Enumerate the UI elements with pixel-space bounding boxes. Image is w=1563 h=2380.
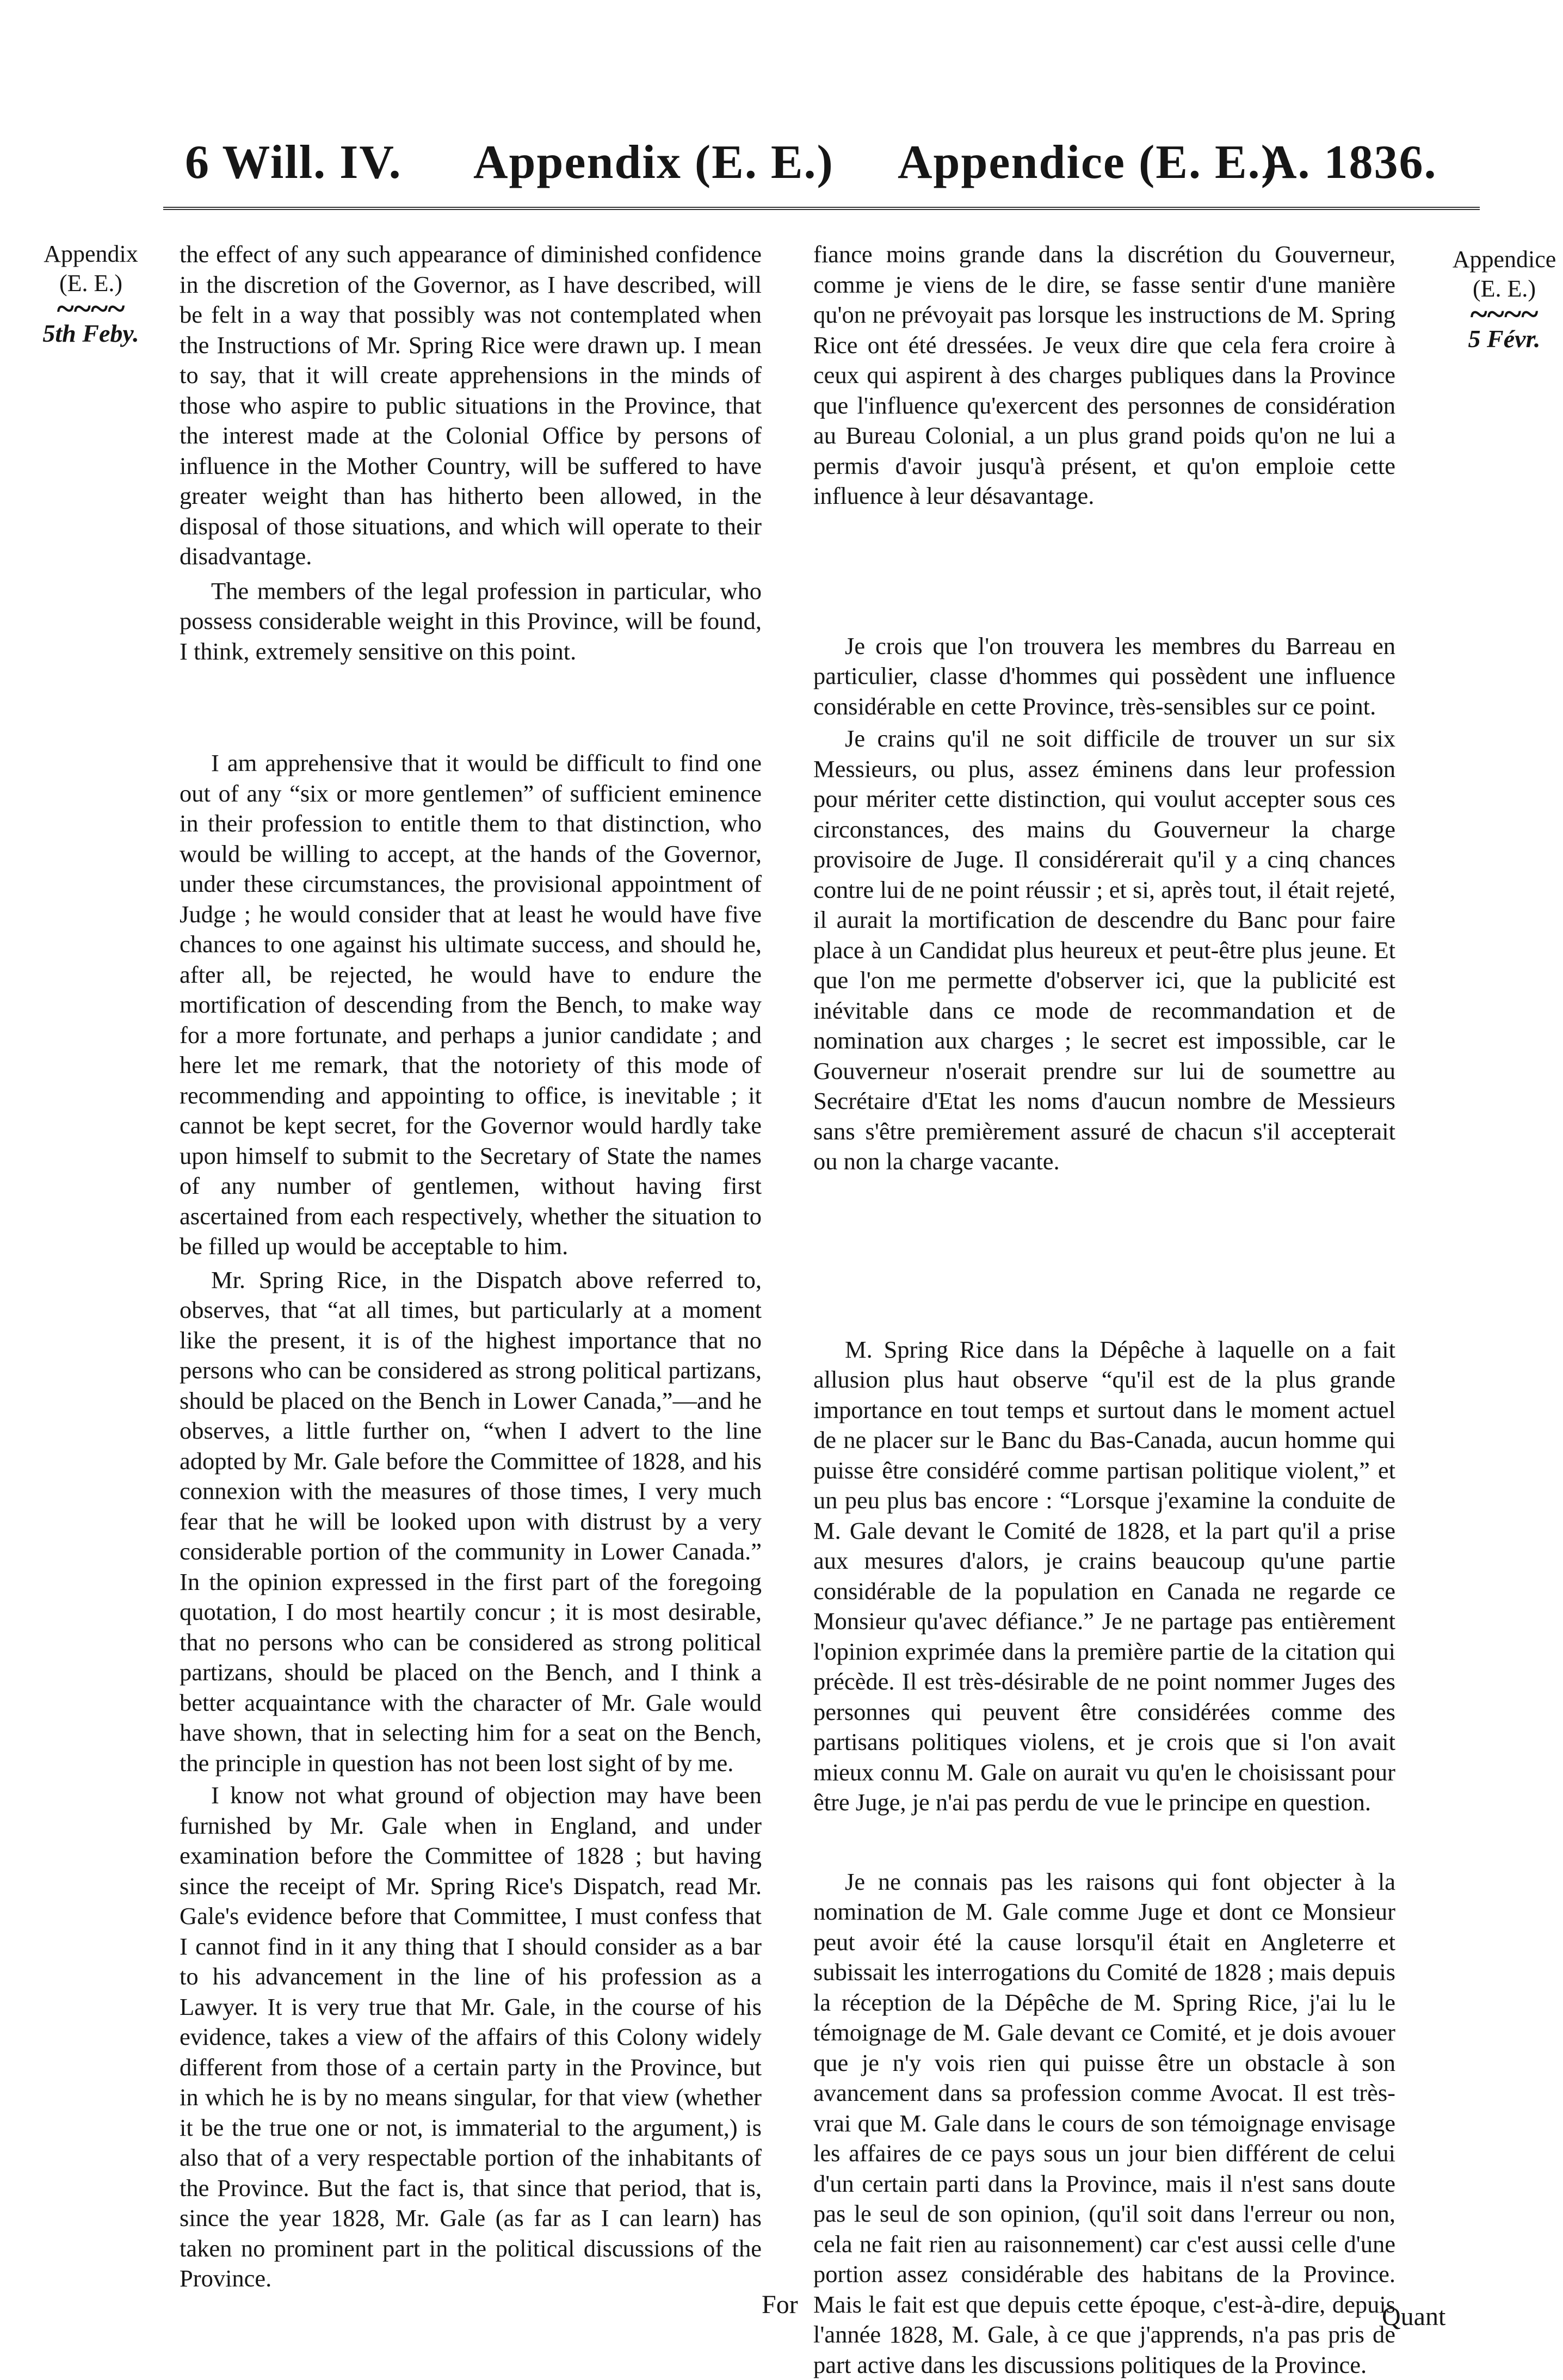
margin-note-right	[1447, 245, 1561, 354]
margin-left-sub: (E. E.)	[34, 269, 148, 298]
margin-right-tilde: ~~~~	[1447, 304, 1561, 324]
catchword-french: Quant	[1382, 2302, 1445, 2332]
french-paragraph: M. Spring Rice dans la Dépêche à laquelle on a fait allusion plus haut observe “qu'il est de la plus grande importance en tout temps et surtout dans le moment actuel de ne placer sur le Banc du Bas-Canada, aucun homme qui puisse être considéré comme partisan politique violent,” et un peu plus bas encore : “Lorsque j'examine la conduite de M. Gale devant le Comité de 1828, et la part qu'il a prise aux mesures d'alors, je crains beaucoup qu'une partie considérable de la population en Canada ne regarde ce Monsieur qu'avec défiance.” Je ne partage pas entièrement l'opinion exprimée dans la première partie de la citation qui précède. Il est très-désirable de ne point nommer Juges des personnes qui peuvent être considérées comme des partisans politiques violens, et je crois que si l'on avait mieux connu M. Gale on aurait vu qu'en le choisissant pour être Juge, je n'ai pas perdu de vue le principe en question.	[813, 1335, 1395, 1818]
french-paragraph: Je crains qu'il ne soit difficile de trouver un sur six Messieurs, ou plus, assez éminens dans leur profession pour mériter cette distinction, qui voulut accepter sous ces circonstances, des mains du Gouverneur la charge provisoire de Juge. Il considérerait qu'il y a cinq chances contre lui de ne point réussir ; et si, après tout, il était rejeté, il aurait la mortification de descendre du Banc pour faire place à un Candidat plus heureux et peut-être plus jeune. Et que l'on me permette d'observer ici, que la publicité est inévitable dans ce mode de recommandation et de nomination aux charges ; le secret est impossible, car le Gouverneur n'oserait prendre sur lui de soumettre au Secrétaire d'Etat les noms d'aucun nombre de Messieurs sans s'être premièrement assuré de chacun s'il accepterait ou non la charge vacante.	[813, 724, 1395, 1177]
french-paragraph: Je crois que l'on trouvera les membres du Barreau en particulier, classe d'hommes qui possèdent une influence considérable en cette Province, très-sensibles sur ce point.	[813, 631, 1395, 722]
margin-right-label: Appendice	[1447, 245, 1561, 274]
margin-right-date: 5 Févr.	[1447, 324, 1561, 354]
margin-left-tilde: ~~~~	[34, 298, 148, 319]
margin-right-sub: (E. E.)	[1447, 274, 1561, 304]
header-rule	[163, 207, 1480, 210]
french-paragraph: fiance moins grande dans la discrétion du Gouverneur, comme je viens de le dire, se fasse sentir d'une manière qu'on ne prévoyait pas lorsque les instructions de M. Spring Rice ont été dressées. Je veux dire que cela fera croire à ceux qui aspirent à des charges publiques dans la Province que l'influence qu'exercent des personnes de considération au Bureau Colonial, a un plus grand poids qu'on ne lui a permis d'avoir jusqu'à présent, et qu'on emploie cette influence à leur désavantage.	[813, 239, 1395, 511]
margin-left-label: Appendix	[34, 239, 148, 269]
english-paragraph: Mr. Spring Rice, in the Dispatch above referred to, observes, that “at all times, but particularly at a moment like the present, it is of the highest importance that no persons who can be considered as strong political partizans, should be placed on the Bench in Lower Canada,”—and he observes, a little further on, “when I advert to the line adopted by Mr. Gale before the Committee of 1828, and his connexion with the measures of those times, I very much fear that he will be looked upon with distrust by a very considerable portion of the community in Lower Canada.” In the opinion expressed in the first part of the foregoing quotation, I do most heartily concur ; it is most desirable, that no persons who can be considered as strong political partizans, should be placed on the Bench, and I think a better acquaintance with the character of Mr. Gale would have shown, that in selecting him for a seat on the Bench, the principle in question has not been lost sight of by me.	[180, 1265, 762, 1779]
margin-left-date: 5th Feby.	[34, 319, 148, 348]
running-header	[163, 135, 1480, 195]
french-column	[813, 239, 1395, 2380]
header-year: A. 1836.	[1262, 135, 1437, 190]
header-regnal-year: 6 Will. IV.	[185, 135, 402, 190]
french-paragraph: Je ne connais pas les raisons qui font objecter à la nomination de M. Gale comme Juge et dont ce Monsieur peut avoir été la cause lorsqu'il était en Angleterre et subissait les interrogations du Comité de 1828 ; mais depuis la réception de la Dépêche de M. Spring Rice, j'ai lu le témoignage de M. Gale devant ce Comité, et je dois avouer que je n'y vois rien qui puisse être un obstacle à son avancement dans sa profession comme Avocat. Il est très-vrai que M. Gale dans le cours de son témoignage envisage les affaires de ce pays sous un jour bien différent de celui d'un certain parti dans la Province, mais il n'est sans doute pas le seul de son opinion, (qu'il soit dans l'erreur ou non, cela ne fait rien au raisonnement) car c'est aussi celle d'une portion assez considérable des habitans de la Province. Mais le fait est que depuis cette époque, c'est-à-dire, depuis l'année 1828, M. Gale, à ce que j'apprends, n'a pas pris de part active dans les discussions politiques de la Province.	[813, 1867, 1395, 2380]
header-appendix-french: Appendice (E. E.)	[898, 135, 1278, 190]
catchword-english: For	[762, 2290, 798, 2320]
english-paragraph: The members of the legal profession in particular, who possess considerable weight in this Province, will be found, I think, extremely sensitive on this point.	[180, 576, 762, 667]
header-appendix-english: Appendix (E. E.)	[473, 135, 834, 190]
english-paragraph: the effect of any such appearance of diminished confidence in the discretion of the Governor, as I have described, will be felt in a way that possibly was not contemplated when the Instructions of Mr. Spring Rice were drawn up. I mean to say, that it will create apprehensions in the minds of those who aspire to public situations in the Province, that the interest made at the Colonial Office by persons of influence in the Mother Country, will be suffered to have greater weight than has hitherto been allowed, in the disposal of those situations, and which will operate to their disadvantage.	[180, 239, 762, 572]
english-column	[180, 239, 762, 2294]
english-paragraph: I am apprehensive that it would be difficult to find one out of any “six or more gentlemen” of sufficient eminence in their profession to entitle them to that distinction, who would be willing to accept, at the hands of the Governor, under these circumstances, the provisional appointment of Judge ; he would consider that at least he would have five chances to one against his ultimate success, and should he, after all, be rejected, he would have to endure the mortification of descending from the Bench, to make way for a more fortunate, and perhaps a junior candidate ; and here let me remark, that the notoriety of this mode of recommending and appointing to office, is inevitable ; it cannot be kept secret, for the Governor would hardly take upon himself to submit to the Secretary of State the names of any number of gentlemen, without having first ascertained from each respectively, whether the situation to be filled up would be acceptable to him.	[180, 748, 762, 1262]
english-paragraph: I know not what ground of objection may have been furnished by Mr. Gale when in England, and under examination before the Committee of 1828 ; but having since the receipt of Mr. Spring Rice's Dispatch, read Mr. Gale's evidence before that Committee, I must confess that I cannot find in it any thing that I should consider as a bar to his advancement in the line of his profession as a Lawyer. It is very true that Mr. Gale, in the course of his evidence, takes a view of the affairs of this Colony widely different from those of a certain party in the Province, but in which he is by no means singular, for that view (whether it be the true one or not, is immaterial to the argument,) is also that of a very respectable portion of the inhabitants of the Province. But the fact is, that since that period, that is, since the year 1828, Mr. Gale (as far as I can learn) has taken no prominent part in the political discussions of the Province.	[180, 1780, 762, 2294]
margin-note-left	[34, 239, 148, 348]
